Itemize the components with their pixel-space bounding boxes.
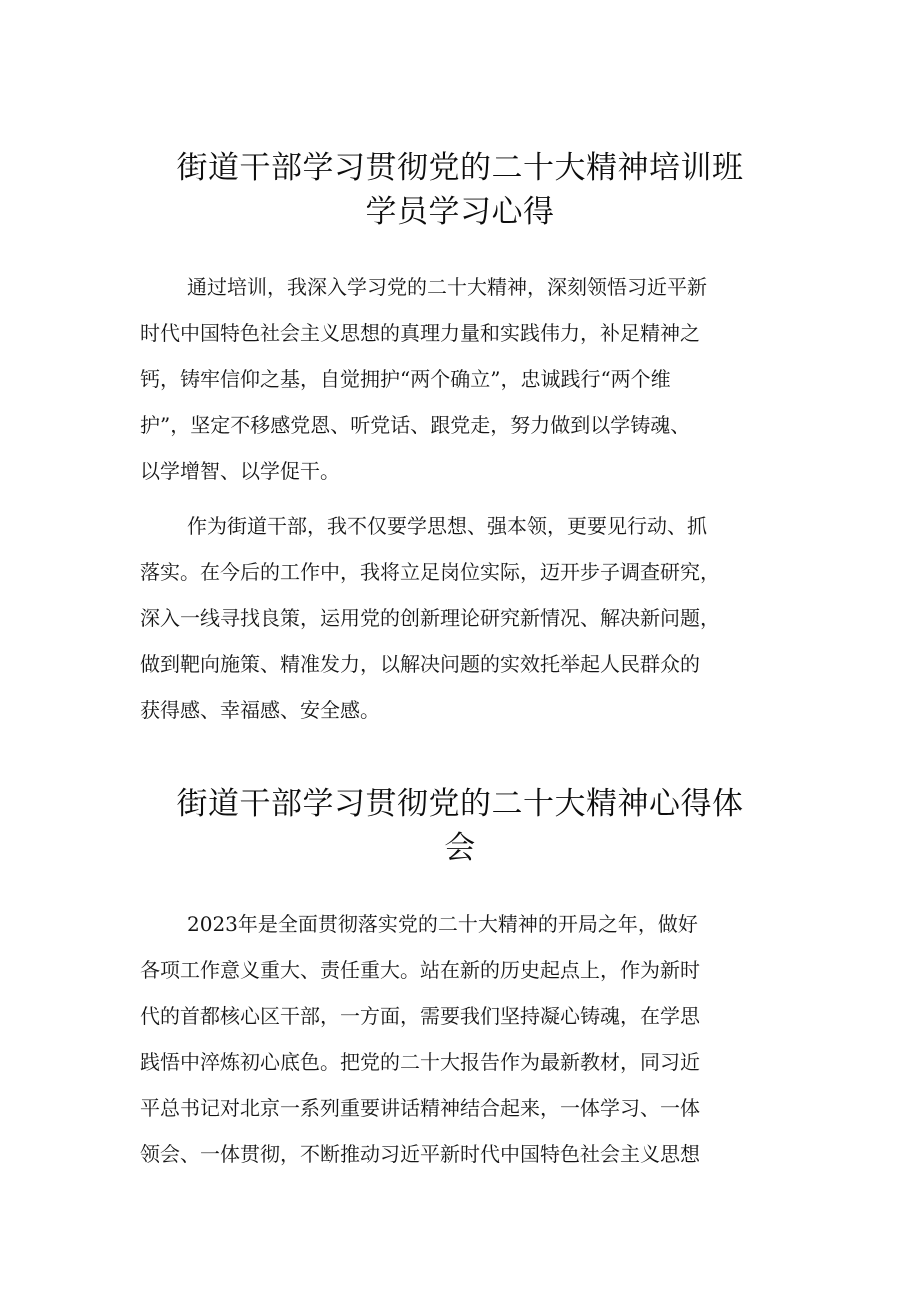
section-2-paragraph-1 (140, 901, 800, 1177)
text-line: 作为街道干部，我不仅要学思想、强本领，更要见行动、抓 (187, 514, 707, 538)
title-line: 街道干部学习贯彻党的二十大精神培训班 (176, 150, 744, 186)
text-line: 践悟中淬炼初心底色。把党的二十大报告作为最新教材，同习近 (140, 1050, 700, 1074)
text-line: 钙，铸牢信仰之基，自觉拥护“两个确立”，忠诚践行“两个维 (140, 367, 671, 391)
section-2-title (130, 782, 790, 870)
section-1-title (130, 146, 790, 234)
text-line: 落实。在今后的工作中，我将立足岗位实际，迈开步子调查研究， (140, 560, 720, 584)
title-line: 会 (444, 830, 476, 866)
title-line: 学员学习心得 (365, 194, 555, 230)
text-line: 通过培训，我深入学习党的二十大精神，深刻领悟习近平新 (187, 275, 707, 299)
section-1-paragraph-2 (140, 503, 800, 733)
text-line: 领会、一体贯彻，不断推动习近平新时代中国特色社会主义思想 (140, 1142, 700, 1166)
text-line: 护”，坚定不移感党恩、听党话、跟党走，努力做到以学铸魂、 (140, 413, 691, 437)
text-line: 代的首都核心区干部，一方面，需要我们坚持凝心铸魂，在学思 (140, 1004, 700, 1028)
text-line: 2023年是全面贯彻落实党的二十大精神的开局之年，做好 (187, 912, 698, 936)
text-line: 各项工作意义重大、责任重大。站在新的历史起点上，作为新时 (140, 958, 700, 982)
text-line: 以学增智、以学促干。 (140, 459, 340, 483)
text-line: 时代中国特色社会主义思想的真理力量和实践伟力，补足精神之 (140, 321, 700, 345)
text-line: 深入一线寻找良策，运用党的创新理论研究新情况、解决新问题， (140, 606, 720, 630)
title-line: 街道干部学习贯彻党的二十大精神心得体 (176, 786, 744, 822)
text-line: 平总书记对北京一系列重要讲话精神结合起来，一体学习、一体 (140, 1096, 700, 1120)
text-line: 做到靶向施策、精准发力，以解决问题的实效托举起人民群众的 (140, 652, 700, 676)
section-1-paragraph-1 (140, 264, 800, 494)
text-line: 获得感、幸福感、安全感。 (140, 698, 380, 722)
